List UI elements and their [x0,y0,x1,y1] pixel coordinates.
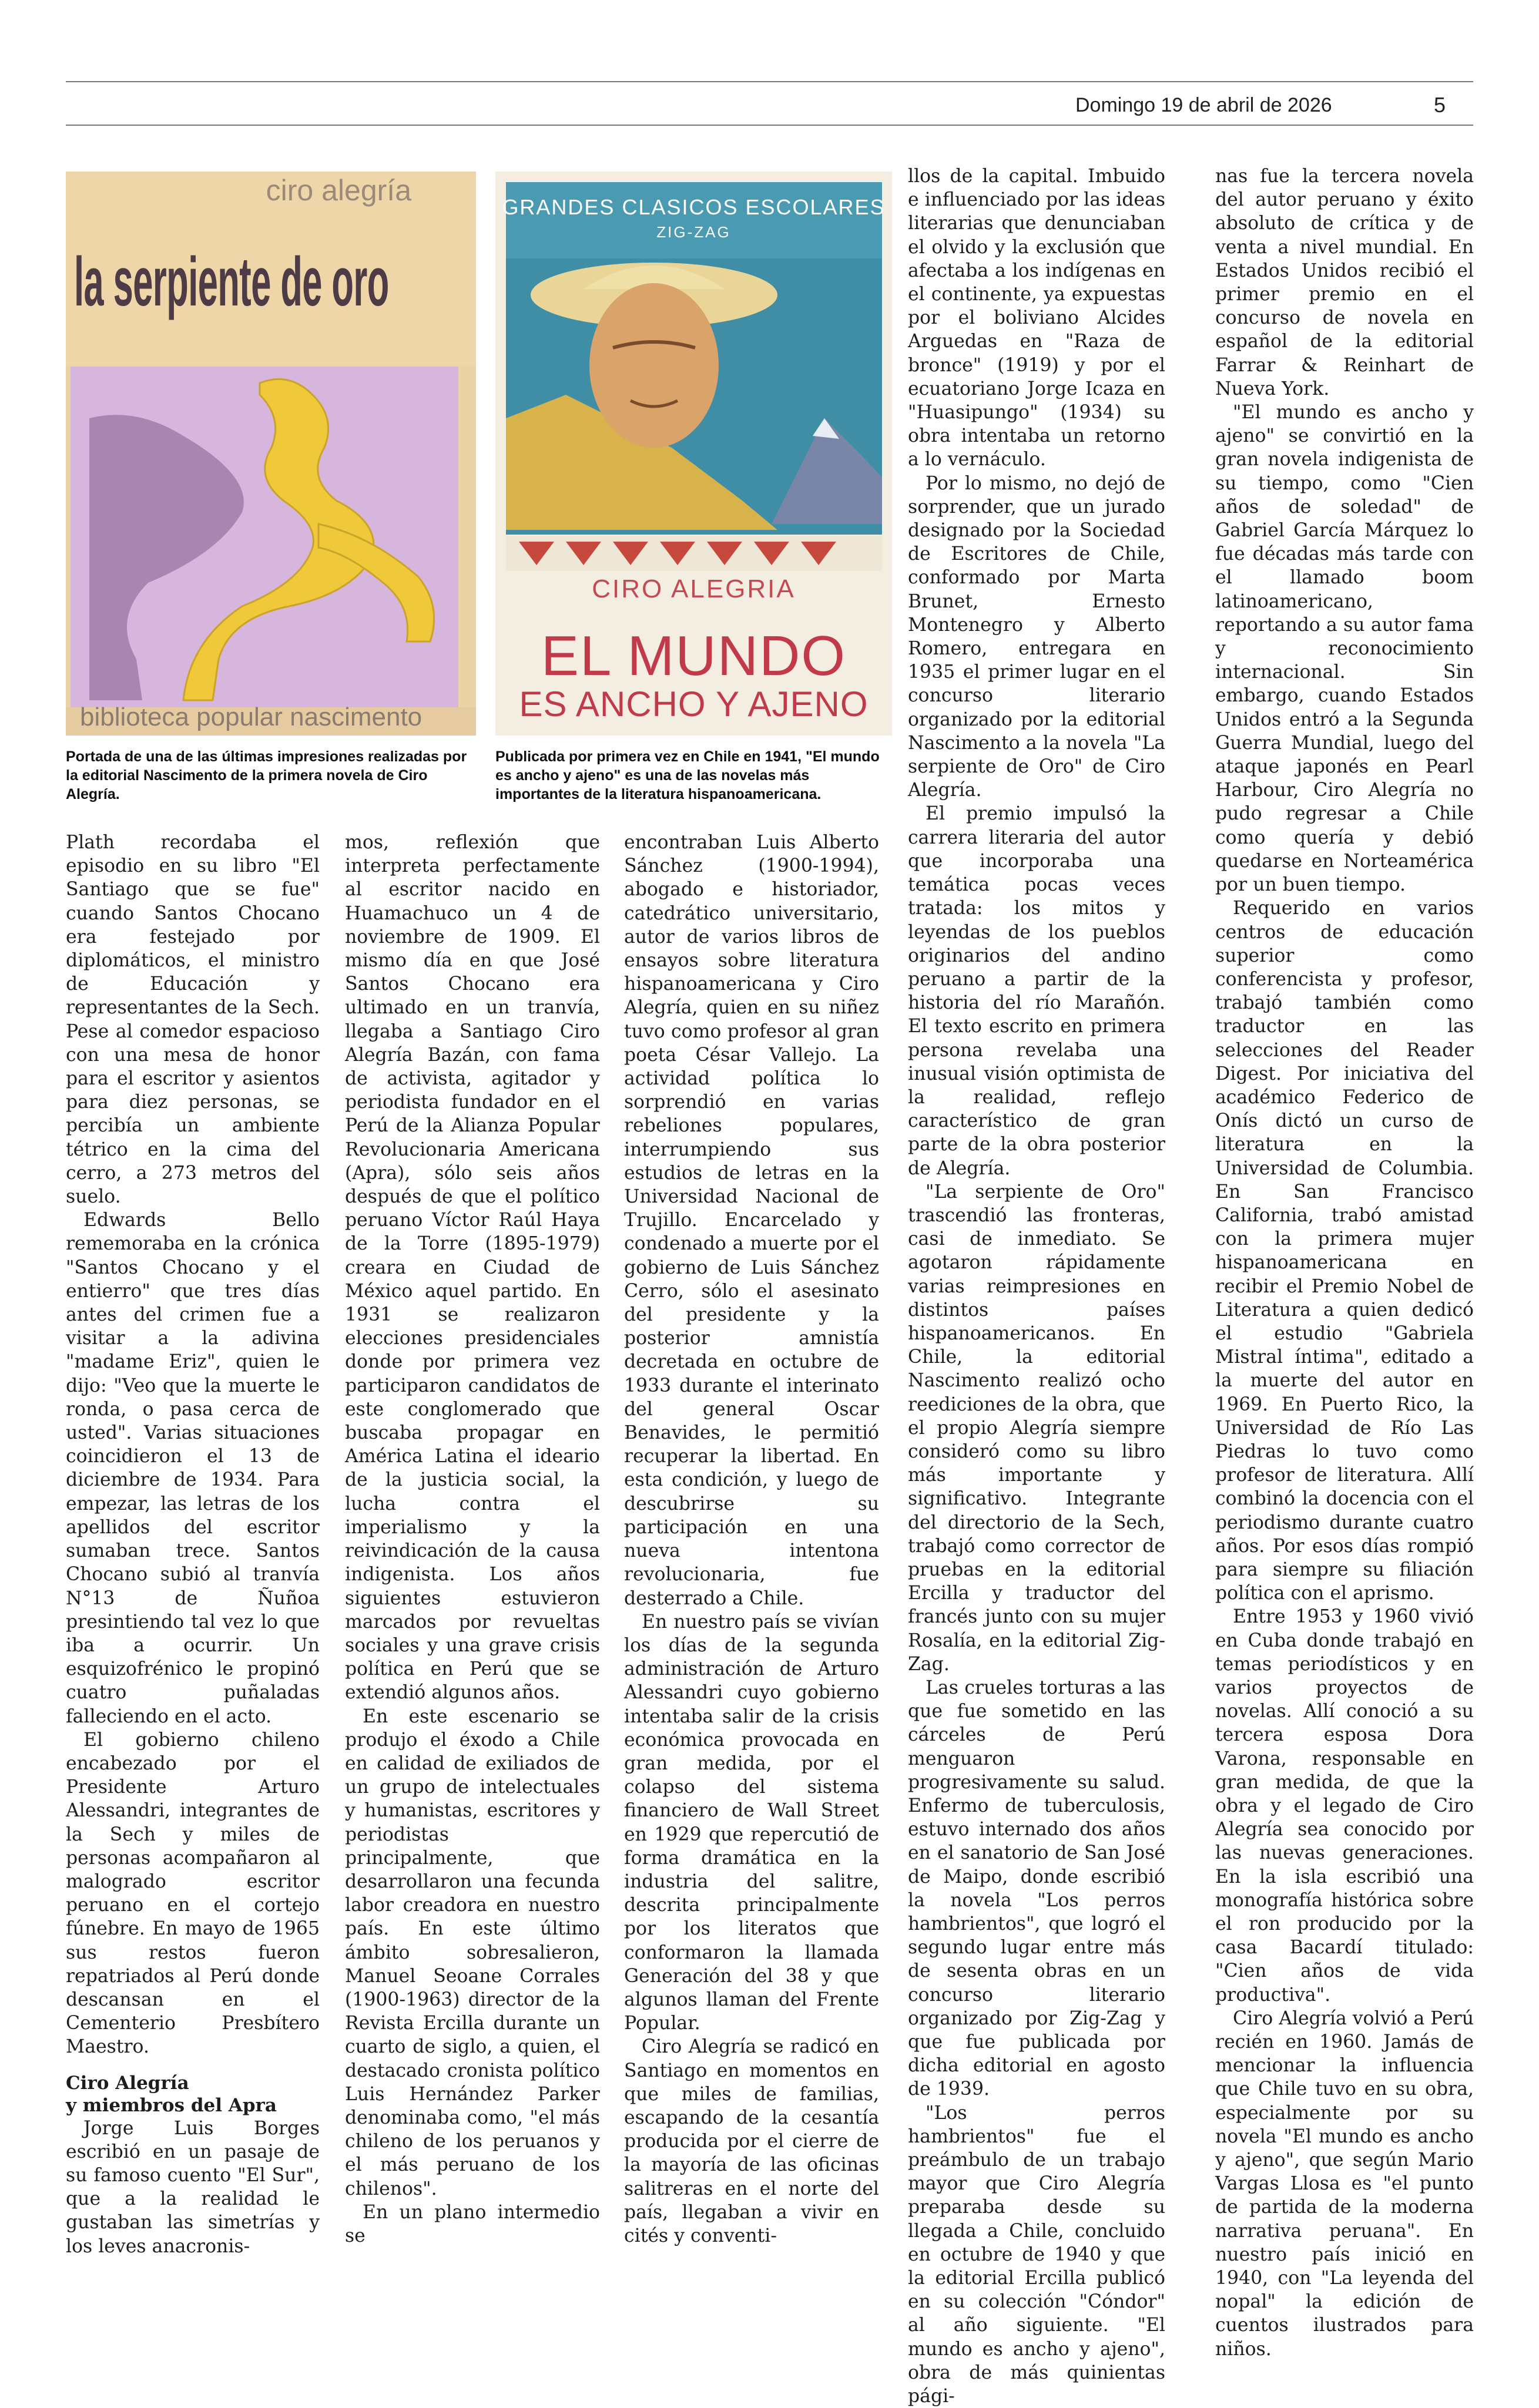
article-column-2 [345,831,600,2246]
caption-cover1: Portada de una de las últimas impresiones realizadas por la editorial Nascimento de la primera novela de Ciro Alegría. [66,748,467,802]
paragraph: Requerido en varios centros de educación superior como conferencista y profesor, trabajó también como traductor en las selecciones del Reader Digest. Por iniciativa del académico Federico de Onís dictó un curso de literatura en la Universidad de Columbia. En San Francisco California, trabó amistad con la primera mujer hispanoamericana en recibir el Premio Nobel de Literatura a quien dedicó el estudio "Gabriela Mistral íntima", editado a la muerte del autor en 1969. En Puerto Rico, la Universidad de Río Las Piedras lo tuvo como profesor de literatura. Allí combinó la docencia con el periodismo durante cuatro años. Por esos días rompió para siempre su filiación política con el aprismo. [1215,898,1474,1604]
section-heading-line1: Ciro Alegría [66,2072,189,2094]
header-date: Domingo 19 de abril de 2026 [1075,94,1332,116]
cover2-series: GRANDES CLASICOS ESCOLARES [502,195,886,219]
paragraph: Entre 1953 y 1960 vivió en Cuba donde trabajó en temas periodísticos y en varios proyectos de novelas. Allí conoció a su tercera esposa Dora Varona, responsable en gran medida, de que la obra y el legado de Ciro Alegría sea conocido por las nuevas generaciones. En la isla escribió una monografía histórica sobre el ron producido por la casa Bacardí titulado: "Cien años de vida productiva". [1215,1606,1474,2006]
cover2-title-line1: EL MUNDO [541,624,847,687]
paragraph: El gobierno chileno encabezado por el Presidente Arturo Alessandri, integrantes de la Sech y miles de personas acompañaron al malogrado escritor peruano en el cortejo fúnebre. En mayo de 1965 sus restos fueron repatriados al Perú donde descansan en el Cementerio Presbítero Maestro. [66,1729,320,2058]
paragraph: Las crueles torturas a las que fue sometido en las cárceles de Perú menguaron progresivamente su salud. Enfermo de tuberculosis, estuvo internado dos años en el sanatorio de San José de Maipo, donde escribió la novela "Los perros hambrientos", que logró el segundo lugar entre más de sesenta obras en un concurso literario organizado por Zig-Zag y que fue publicada por dicha editorial en agosto de 1939. [908,1677,1165,2100]
section-heading-line2: y miembros del Apra [66,2094,277,2116]
paragraph: Edwards Bello rememoraba en la crónica "Santos Chocano y el entierro" que tres días antes del crimen fue a visitar a la adivina "madame Eriz", quien le dijo: "Veo que la muerte le ronda, o pasa cerca de usted". Varias situaciones coincidieron el 13 de diciembre de 1934. Para empezar, las letras de los apellidos del escritor sumaban trece. Santos Chocano subió al tranvía N°13 de Ñuñoa presintiendo tal vez lo que iba a ocurrir. Un esquizofrénico le propinó cuatro puñaladas falleciendo en el acto. [66,1210,320,1727]
cover1-author: ciro alegría [266,174,411,207]
section-heading [66,2072,320,2117]
cover1-title: la serpiente de oro [74,243,389,321]
cover2-author: CIRO ALEGRIA [592,575,796,603]
book-cover-el-mundo-es-ancho-y-ajeno [495,172,892,736]
article-column-4 [908,164,1165,2407]
paragraph: El premio impulsó la carrera literaria del autor que incorporaba una temática pocas veces tratada: los mitos y leyendas de los pueblos originarios del andino peruano a partir de la historia del río Marañón. El texto escrito en primera persona revelaba una inusual visión optimista de la realidad, reflejo característico de gran parte de la obra posterior de Alegría. [908,803,1165,1179]
paragraph: mos, reflexión que interpreta perfectamente al escritor nacido en Huamachuco un 4 de noviembre de 1909. El mismo día en que José Santos Chocano era ultimado en un tranvía, llegaba a Santiago Ciro Alegría Bazán, con fama de activista, agitador y periodista fundador en el Perú de la Alianza Popular Revolucionaria Americana (Apra), sólo seis años después de que el político peruano Víctor Raúl Haya de la Torre (1895-1979) creara en Ciudad de México aquel partido. En 1931 se realizaron elecciones presidenciales donde por primera vez participaron candidatos de este conglomerado que buscaba propagar en América Latina el ideario de la justicia social, la lucha contra el imperialismo y la reivindicación de la causa indigenista. Los años siguientes estuvieron marcados por revueltas sociales y una grave crisis política en Perú que se extendió algunos años. [345,832,600,1704]
article-column-5 [1215,164,1474,2360]
cover2-title-line2: ES ANCHO Y AJENO [519,684,869,724]
book-cover-serpiente-de-oro [66,172,476,736]
paragraph: llos de la capital. Imbuido e influenciado por las ideas literarias que denunciaban el olvido y la exclusión que afectaba a los indígenas en el continente, ya expuestas por el boliviano Alcides Arguedas en "Raza de bronce" (1919) y por el ecuatoriano Jorge Icaza en "Huasipungo" (1934) su obra intentaba un retorno a lo vernáculo. [908,166,1165,471]
article-column-3 [624,831,879,2246]
paragraph: "La serpiente de Oro" trascendió las fronteras, casi de inmediato. Se agotaron rápidamente varias reimpresiones en distintos países hispanoamericanos. En Chile, la editorial Nascimento realizó ocho reediciones de la obra, que el propio Alegría siempre consideró como su libro más importante y significativo. Integrante del directorio de la Sech, trabajó como corrector de pruebas en la editorial Ercilla y traductor del francés junto con su mujer Rosalía, en la editorial Zig-Zag. [908,1181,1165,1675]
article-column-1 [66,831,320,2257]
cover1-publisher-footer: biblioteca popular nascimento [80,703,423,731]
header-bottom-rule [66,125,1473,126]
paragraph: Ciro Alegría volvió a Perú recién en 1960. Jamás de mencionar la influencia que Chile tuvo en su obra, especialmente por su novela "El mundo es ancho y ajeno", que según Mario Vargas Llosa es "el punto de partida de la moderna narrativa peruana". En nuestro país inició en 1940, con "La leyenda del nopal" la edición de cuentos ilustrados para niños. [1215,2007,1474,2360]
paragraph: Plath recordaba el episodio en su libro "El Santiago que se fue" cuando Santos Chocano era festejado por diplomáticos, el ministro de Educación y representantes de la Sech. Pese al comedor espacioso con una mesa de honor para el escritor y asientos para diez personas, se percibía un ambiente tétrico en la cima del cerro, a 273 metros del suelo. [66,832,320,1208]
paragraph: "El mundo es ancho y ajeno" se convirtió en la gran novela indigenista de su tiempo, como "Cien años de soledad" de Gabriel García Márquez lo fue décadas más tarde con el llamado boom latinoamericano, reportando a su autor fama y reconocimiento internacional. Sin embargo, cuando Estados Unidos entró a la Segunda Guerra Mundial, luego del ataque japonés en Pearl Harbour, Ciro Alegría no pudo regresar a Chile como quería y debió quedarse en Norteamérica por un buen tiempo. [1215,402,1474,896]
header-top-rule [66,81,1473,82]
paragraph: Ciro Alegría se radicó en Santiago en momentos en que miles de familias, escapando de la cesantía producida por el cierre de la mayoría de las oficinas salitreras en el norte del país, llegaban a vivir en cités y conventi- [624,2036,879,2246]
paragraph: En un plano intermedio se [345,2201,600,2246]
paragraph: "Los perros hambrientos" fue el preámbulo de un trabajo mayor que Ciro Alegría preparaba desde su llegada a Chile, concluido en octubre de 1940 y que la editorial Ercilla publicó en su colección "Cóndor" al año siguiente. "El mundo es ancho y ajeno", obra de más quinientas pági- [908,2102,1165,2407]
page-number: 5 [1434,93,1446,117]
caption-cover2: Publicada por primera vez en Chile en 1941, "El mundo es ancho y ajeno" es una de las novelas más importantes de la literatura hispanoamericana. [495,748,880,802]
paragraph: En este escenario se produjo el éxodo a Chile en calidad de exiliados de un grupo de intelectuales y humanistas, escritores y periodistas principalmente, que desarrollaron una fecunda labor creadora en nuestro país. En este último ámbito sobresalieron, Manuel Seoane Corrales (1900-1963) director de la Revista Ercilla durante un cuarto de siglo, a quien, el destacado cronista político Luis Hernández Parker denominaba como, "el más chileno de los peruanos y el más peruano de los chilenos". [345,1705,600,2199]
paragraph: En nuestro país se vivían los días de la segunda administración de Arturo Alessandri cuyo gobierno intentaba salir de la crisis económica provocada en gran medida, por el colapso del sistema financiero de Wall Street en 1929 que repercutió de forma dramática en la industria del salitre, descrita principalmente por los literatos que conformaron la llamada Generación del 38 y que algunos llaman del Frente Popular. [624,1611,879,2034]
paragraph: Jorge Luis Borges escribió en un pasaje de su famoso cuento "El Sur", que a la realidad le gustaban las simetrías y los leves anacronis- [66,2117,320,2257]
paragraph: nas fue la tercera novela del autor peruano y éxito absoluto de crítica y de venta a nivel mundial. En Estados Unidos recibió el primer premio en el concurso de novela en español de la editorial Farrar & Reinhart de Nueva York. [1215,166,1474,399]
paragraph: Por lo mismo, no dejó de sorprender, que un jurado designado por la Sociedad de Escritores de Chile, conformado por Marta Brunet, Ernesto Montenegro y Alberto Romero, entregara en 1935 el primer lugar en el concurso literario organizado por la editorial Nascimento a la novela "La serpiente de Oro" de Ciro Alegría. [908,472,1165,801]
cover2-publisher: ZIG-ZAG [656,223,731,241]
paragraph: encontraban Luis Alberto Sánchez (1900-1994), abogado e historiador, catedrático universitario, autor de varios libros de ensayos sobre literatura hispanoamericana y Ciro Alegría, quien en su niñez tuvo como profesor al gran poeta César Vallejo. La actividad política lo sorprendió en varias rebeliones populares, interrumpiendo sus estudios de letras en la Universidad Nacional de Trujillo. Encarcelado y condenado a muerte por el gobierno de Luis Sánchez Cerro, sólo el asesinato del presidente y la posterior amnistía decretada en octubre de 1933 durante el interinato del general Oscar Benavides, le permitió recuperar la libertad. En esta condición, y luego de descubrirse su participación en una nueva intentona revolucionaria, fue desterrado a Chile. [624,832,879,1609]
